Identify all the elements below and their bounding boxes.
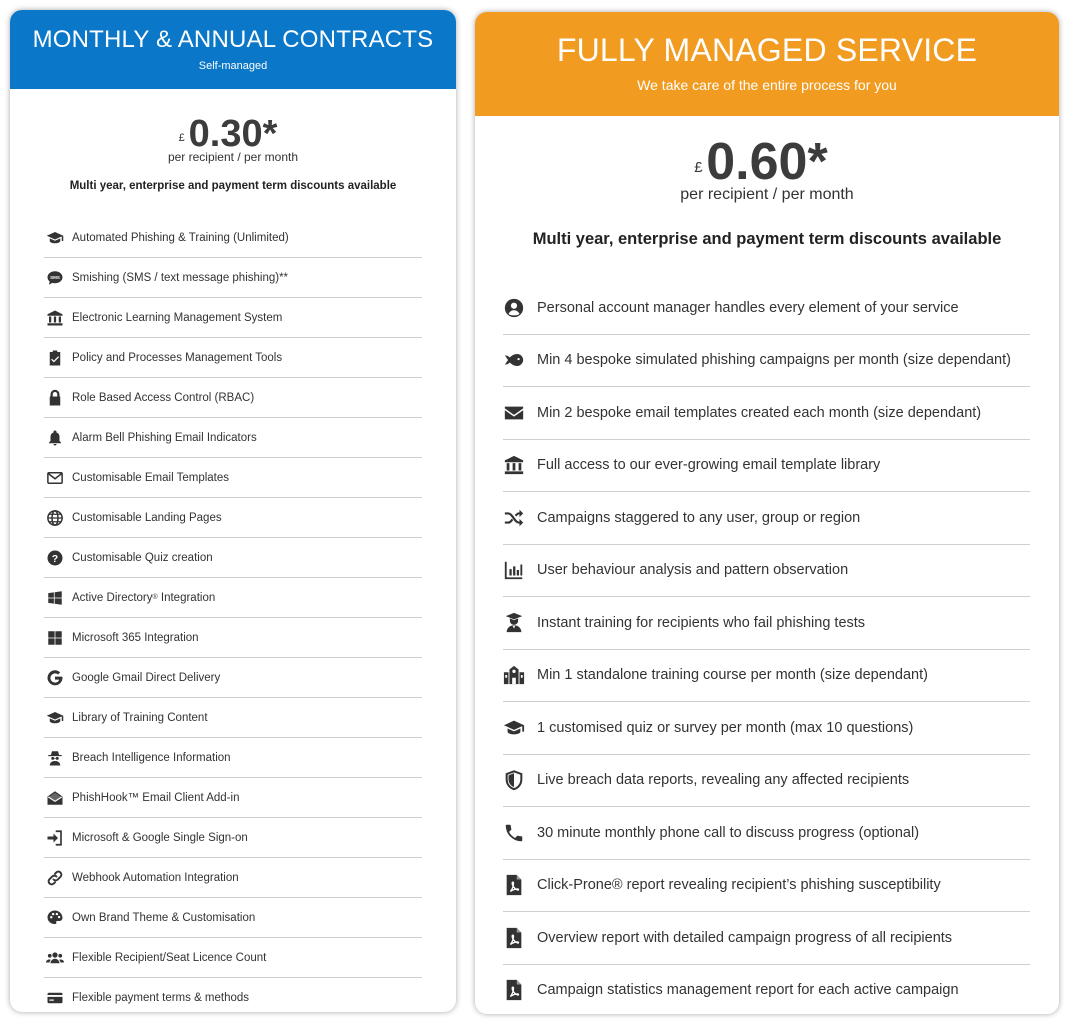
- shuffle-icon: [503, 507, 525, 529]
- feature-item: [503, 650, 1030, 703]
- feature-item: [503, 492, 1030, 545]
- feature-item: [44, 738, 422, 778]
- feature-label-suffix: Integration: [157, 591, 216, 604]
- credit-card-icon: [46, 989, 64, 1007]
- currency-symbol: £: [694, 159, 703, 176]
- pdf-icon: [503, 874, 525, 896]
- feature-item: [44, 338, 422, 378]
- feature-label: 30 minute monthly phone call to discuss progress (optional): [537, 824, 920, 841]
- plan-subtitle: We take care of the entire process for you: [637, 77, 897, 93]
- feature-item: [503, 912, 1030, 965]
- users-icon: [46, 949, 64, 967]
- feature-item: [503, 335, 1030, 388]
- self-managed-plan-card: [10, 10, 456, 1012]
- discount-note: Multi year, enterprise and payment term discounts available: [532, 230, 1002, 248]
- plan-price: [10, 114, 456, 154]
- institution-icon: [46, 309, 64, 327]
- feature-label: Customisable Landing Pages: [72, 511, 222, 524]
- feature-item: [44, 818, 422, 858]
- feature-label: Click-Prone® report revealing recipient’s phishing susceptibility: [537, 877, 941, 894]
- phone-icon: [503, 822, 525, 844]
- feature-label: Customisable Quiz creation: [72, 551, 213, 564]
- feature-item: [503, 597, 1030, 650]
- feature-item: [44, 218, 422, 258]
- feature-label: Flexible Recipient/Seat Licence Count: [72, 951, 267, 964]
- feature-label: Library of Training Content: [72, 711, 208, 724]
- svg-text:SMS: SMS: [50, 274, 60, 280]
- feature-item: [503, 755, 1030, 808]
- feature-list: [44, 218, 422, 1012]
- discount-note: Multi year, enterprise and payment term discounts available: [69, 180, 397, 192]
- plan-header: [10, 10, 456, 89]
- plan-subtitle: Self-managed: [198, 60, 268, 72]
- feature-item: [503, 965, 1030, 1015]
- plan-price: [475, 134, 1059, 190]
- feature-label: Electronic Learning Management System: [72, 311, 283, 324]
- feature-item: [44, 578, 422, 618]
- feature-label: Instant training for recipients who fail phishing tests: [537, 614, 866, 631]
- plan-header: [475, 12, 1059, 116]
- feature-label: 1 customised quiz or survey per month (max 10 questions): [537, 719, 914, 736]
- feature-label: Min 1 standalone training course per month (size dependant): [537, 667, 928, 684]
- envelope-icon: [503, 402, 525, 424]
- pdf-icon: [503, 979, 525, 1001]
- feature-item: [503, 702, 1030, 755]
- link-icon: [46, 869, 64, 887]
- feature-item: [503, 282, 1030, 335]
- plan-title: FULLY MANAGED SERVICE: [556, 32, 978, 68]
- feature-label: Microsoft & Google Single Sign-on: [72, 831, 248, 844]
- feature-item: [44, 418, 422, 458]
- feature-item: [44, 618, 422, 658]
- feature-item: [44, 978, 422, 1012]
- feature-item: [503, 807, 1030, 860]
- bell-icon: [46, 429, 64, 447]
- feature-label: User behaviour analysis and pattern observation: [537, 562, 849, 579]
- feature-label: Overview report with detailed campaign progress of all recipients: [537, 929, 953, 946]
- feature-item: [44, 258, 422, 298]
- google-icon: [46, 669, 64, 687]
- feature-item: [44, 458, 422, 498]
- feature-item: [44, 658, 422, 698]
- sign-in-icon: [46, 829, 64, 847]
- clipboard-check-icon: [46, 349, 64, 367]
- microsoft-icon: [46, 629, 64, 647]
- feature-list: [503, 282, 1030, 1014]
- registered-mark: ®: [152, 594, 158, 601]
- feature-label: Breach Intelligence Information: [72, 751, 231, 764]
- feature-label: Campaigns staggered to any user, group or region: [537, 509, 861, 526]
- feature-label: Automated Phishing & Training (Unlimited): [72, 231, 289, 244]
- svg-text:?: ?: [51, 552, 59, 565]
- feature-label: Role Based Access Control (RBAC): [72, 391, 255, 404]
- feature-label: Flexible payment terms & methods: [72, 991, 250, 1004]
- palette-icon: [46, 909, 64, 927]
- graduation-cap-icon: [503, 717, 525, 739]
- pdf-icon: [503, 927, 525, 949]
- envelope-outline-icon: [46, 469, 64, 487]
- price-value: 0.30*: [188, 113, 278, 155]
- feature-label: Smishing (SMS / text message phishing)**: [72, 271, 289, 284]
- feature-label: Personal account manager handles every element of your service: [537, 299, 959, 316]
- feature-label: Min 4 bespoke simulated phishing campaigns per month (size dependant): [537, 352, 1011, 369]
- price-unit: per recipient / per month: [680, 186, 854, 203]
- user-circle-icon: [503, 297, 525, 319]
- feature-label: Active Directory: [72, 591, 153, 604]
- lock-icon: [46, 389, 64, 407]
- feature-label: Webhook Automation Integration: [72, 871, 239, 884]
- envelope-open-icon: [46, 789, 64, 807]
- feature-label: Policy and Processes Management Tools: [72, 351, 283, 364]
- feature-label: Google Gmail Direct Delivery: [72, 671, 221, 684]
- feature-label: Live breach data reports, revealing any affected recipients: [537, 772, 910, 789]
- feature-label: Campaign statistics management report for each active campaign: [537, 982, 959, 999]
- windows-icon: [46, 589, 64, 607]
- feature-label: Customisable Email Templates: [72, 471, 230, 484]
- feature-item: [44, 298, 422, 338]
- feature-label: PhishHook™ Email Client Add-in: [72, 791, 240, 804]
- feature-item: [503, 440, 1030, 493]
- feature-label: Min 2 bespoke email templates created each month (size dependant): [537, 404, 982, 421]
- feature-item: [503, 860, 1030, 913]
- price-value: 0.60*: [706, 133, 828, 191]
- user-secret-icon: [46, 749, 64, 767]
- feature-item: [44, 858, 422, 898]
- currency-symbol: £: [178, 132, 185, 144]
- globe-icon: [46, 509, 64, 527]
- institution-icon: [503, 454, 525, 476]
- fully-managed-plan-card: [475, 12, 1059, 1014]
- feature-item: [44, 378, 422, 418]
- feature-label: Full access to our ever-growing email template library: [537, 457, 881, 474]
- plan-title: MONTHLY & ANNUAL CONTRACTS: [32, 26, 434, 53]
- feature-item: [44, 898, 422, 938]
- feature-item: [503, 387, 1030, 440]
- feature-item: [44, 698, 422, 738]
- feature-label: Own Brand Theme & Customisation: [72, 911, 256, 924]
- question-circle-icon: [46, 549, 64, 567]
- sms-icon: [46, 269, 64, 287]
- fish-icon: [503, 349, 525, 371]
- graduation-cap-icon: [46, 229, 64, 247]
- feature-item: [44, 938, 422, 978]
- feature-label: Alarm Bell Phishing Email Indicators: [72, 431, 257, 444]
- price-unit: per recipient / per month: [167, 150, 299, 164]
- feature-item: [44, 538, 422, 578]
- feature-label: Microsoft 365 Integration: [72, 631, 199, 644]
- feature-item: [44, 498, 422, 538]
- feature-item: [44, 778, 422, 818]
- school-icon: [503, 664, 525, 686]
- feature-item: [503, 545, 1030, 598]
- user-graduate-icon: [503, 612, 525, 634]
- graduation-cap-icon: [46, 709, 64, 727]
- bar-chart-icon: [503, 559, 525, 581]
- shield-icon: [503, 769, 525, 791]
